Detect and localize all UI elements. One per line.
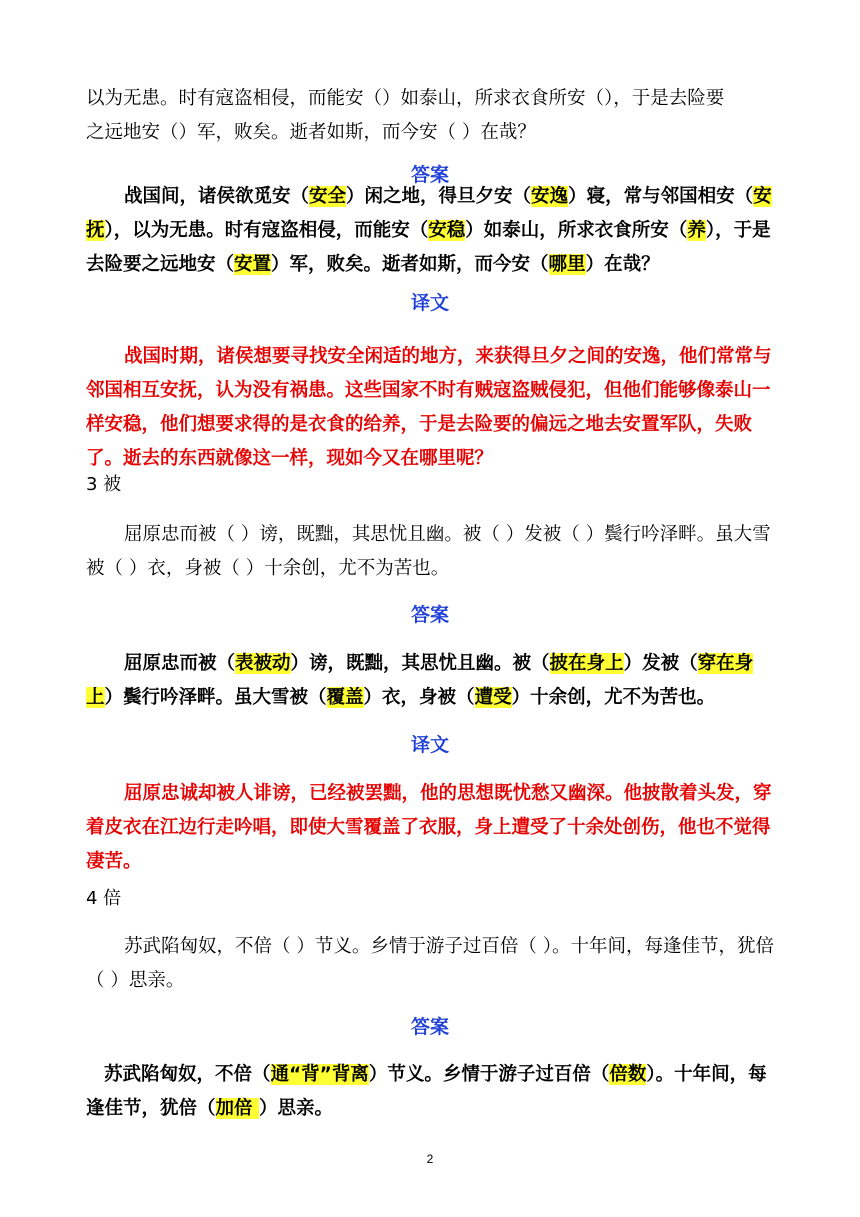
answer-paragraph-4: 苏武陷匈奴，不倍（通“背”背离）节义。乡情于游子过百倍（倍数）。十年间，每逢佳节，犹倍（加倍 ）思亲。: [86, 1064, 767, 1119]
answer-highlight: 穿在身上: [86, 653, 754, 708]
page-number: 2: [426, 1152, 434, 1166]
translation-paragraph-1: 战国时期，诸侯想要寻找安全闲适的地方，来获得旦夕之间的安逸，他们常常与邻国相互安抚，认为没有祸患。这些国家不时有贼寇盗贼侵犯，但他们能够像泰山一样安稳，他们想要求得的是衣食的给养，于是去险要的偏远之地去安置军队，失败了。逝去的东西就像这一样，现如今又在哪里呢？: [86, 346, 772, 469]
answer-heading: 答案: [410, 164, 449, 186]
continuation-line-1: 以为无患。时有寇盗相侵，而能安（）如泰山，所求衣食所安（），于是去险要: [86, 88, 725, 109]
answer-highlight: 通“背”背离: [270, 1064, 369, 1085]
answer-highlight: 安抚: [86, 186, 772, 241]
translation-heading: 译文: [410, 734, 449, 756]
answer-highlight: 安置: [234, 254, 272, 275]
question-paragraph-3: 屈原忠而被（ ）谤，既黜，其思忧且幽。被（ ）发被（ ）鬓行吟泽畔。虽大雪被（ ）衣，身被（ ）十余创，尤不为苦也。: [86, 524, 771, 579]
translation-heading: 译文: [410, 292, 449, 314]
answer-highlight: 哪里: [548, 254, 586, 275]
translation-paragraph-3: 屈原忠诚却被人诽谤，已经被罢黜，他的思想既忧愁又幽深。他披散着头发，穿着皮衣在江边行走吟唱，即使大雪覆盖了衣服，身上遭受了十余处创伤，他也不觉得凄苦。: [86, 783, 772, 872]
answer-highlight: 安全: [309, 186, 347, 207]
answer-heading: 答案: [410, 1016, 449, 1038]
answer-paragraph-3: 屈原忠而被（表被动）谤，既黜，其思忧且幽。被（披在身上）发被（穿在身上）鬓行吟泽畔。虽大雪被（覆盖）衣，身被（遭受）十余创，尤不为苦也。: [86, 653, 754, 708]
answer-highlight: 倍数: [609, 1064, 647, 1085]
answer-highlight: 安逸: [531, 186, 569, 207]
continuation-line-2: 之远地安（）军，败矣。逝者如斯，而今安（ ）在哉？: [86, 122, 536, 143]
answer-paragraph-1: 战国间，诸侯欲觅安（安全）闲之地，得旦夕安（安逸）寝，常与邻国相安（安抚），以为无患。时有寇盗相侵，而能安（安稳）如泰山，所求衣食所安（养），于是去险要之远地安（安置）军，败矣。逝者如斯，而今安（哪里）在哉？: [86, 186, 772, 275]
answer-highlight: 安稳: [428, 220, 466, 241]
answer-highlight: 遭受: [474, 687, 512, 708]
answer-heading: 答案: [410, 604, 449, 626]
answer-highlight: 表被动: [235, 653, 291, 674]
answer-highlight: 加倍: [215, 1098, 259, 1119]
continuation-paragraph: [86, 82, 776, 150]
section-title-3: 3 被: [86, 474, 122, 495]
question-paragraph-4: 苏武陷匈奴，不倍（ ）节义。乡情于游子过百倍（ ）。十年间，每逢佳节，犹倍（ ）思亲。: [86, 936, 775, 991]
answer-highlight: 覆盖: [326, 687, 364, 708]
answer-highlight: 披在身上: [549, 653, 624, 674]
section-title-4: 4 倍: [86, 888, 122, 909]
answer-highlight: 养: [687, 220, 706, 241]
